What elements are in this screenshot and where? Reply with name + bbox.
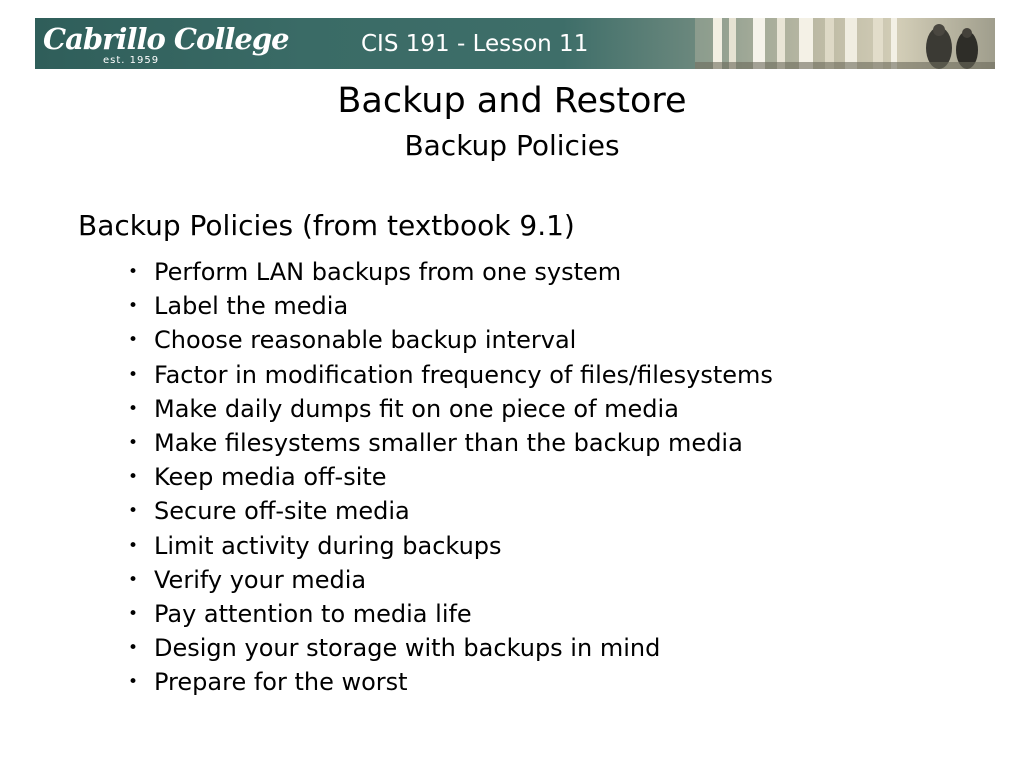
bullet-icon: • bbox=[128, 296, 139, 317]
list-item bbox=[126, 494, 773, 528]
bullet-icon: • bbox=[128, 535, 139, 556]
logo-text: Cabrillo College bbox=[43, 22, 289, 56]
bullet-text: Verify your media bbox=[154, 565, 367, 594]
bullet-text: Limit activity during backups bbox=[154, 531, 502, 560]
bullet-icon: • bbox=[128, 364, 139, 385]
list-item bbox=[126, 665, 773, 699]
logo-est: est. 1959 bbox=[103, 55, 160, 66]
list-item bbox=[126, 392, 773, 426]
bullet-icon: • bbox=[128, 467, 139, 488]
bullet-text: Label the media bbox=[154, 292, 349, 321]
bullet-text: Design your storage with backups in mind bbox=[154, 634, 661, 663]
bullet-icon: • bbox=[128, 638, 139, 659]
bullet-text: Perform LAN backups from one system bbox=[154, 258, 622, 286]
slide-title: Backup and Restore bbox=[337, 81, 687, 121]
list-item bbox=[126, 597, 773, 631]
bullet-text: Pay attention to media life bbox=[154, 599, 472, 628]
bullet-text: Choose reasonable backup interval bbox=[154, 326, 577, 355]
list-item bbox=[126, 563, 773, 597]
list-item bbox=[126, 631, 773, 665]
list-item bbox=[126, 460, 773, 494]
bullet-icon: • bbox=[128, 432, 139, 453]
college-logo bbox=[43, 20, 289, 67]
bullet-text: Secure off-site media bbox=[154, 497, 410, 526]
bullet-icon: • bbox=[128, 330, 139, 351]
list-item bbox=[126, 426, 773, 460]
bullet-icon: • bbox=[128, 262, 139, 282]
bullet-icon: • bbox=[128, 501, 139, 522]
bullet-text: Make daily dumps fit on one piece of media bbox=[154, 394, 679, 423]
header-banner bbox=[35, 18, 995, 69]
bullet-text: Make filesystems smaller than the backup media bbox=[154, 428, 743, 457]
bullet-icon: • bbox=[128, 569, 139, 590]
bullet-text: Keep media off-site bbox=[154, 463, 387, 492]
lesson-title: CIS 191 - Lesson 11 bbox=[361, 31, 589, 57]
bullet-text: Prepare for the worst bbox=[154, 668, 408, 697]
bullet-list bbox=[126, 255, 773, 699]
bullet-icon: • bbox=[128, 398, 139, 419]
section-heading: Backup Policies (from textbook 9.1) bbox=[78, 209, 575, 242]
bullet-text: Factor in modification frequency of files/filesystems bbox=[154, 360, 773, 389]
slide-subtitle: Backup Policies bbox=[404, 129, 620, 162]
campus-photo bbox=[695, 18, 995, 69]
list-item bbox=[126, 529, 773, 563]
bullet-icon: • bbox=[128, 672, 139, 693]
list-item bbox=[126, 358, 773, 392]
list-item bbox=[126, 289, 773, 323]
list-item bbox=[126, 255, 773, 289]
bullet-icon: • bbox=[128, 603, 139, 624]
list-item bbox=[126, 323, 773, 357]
